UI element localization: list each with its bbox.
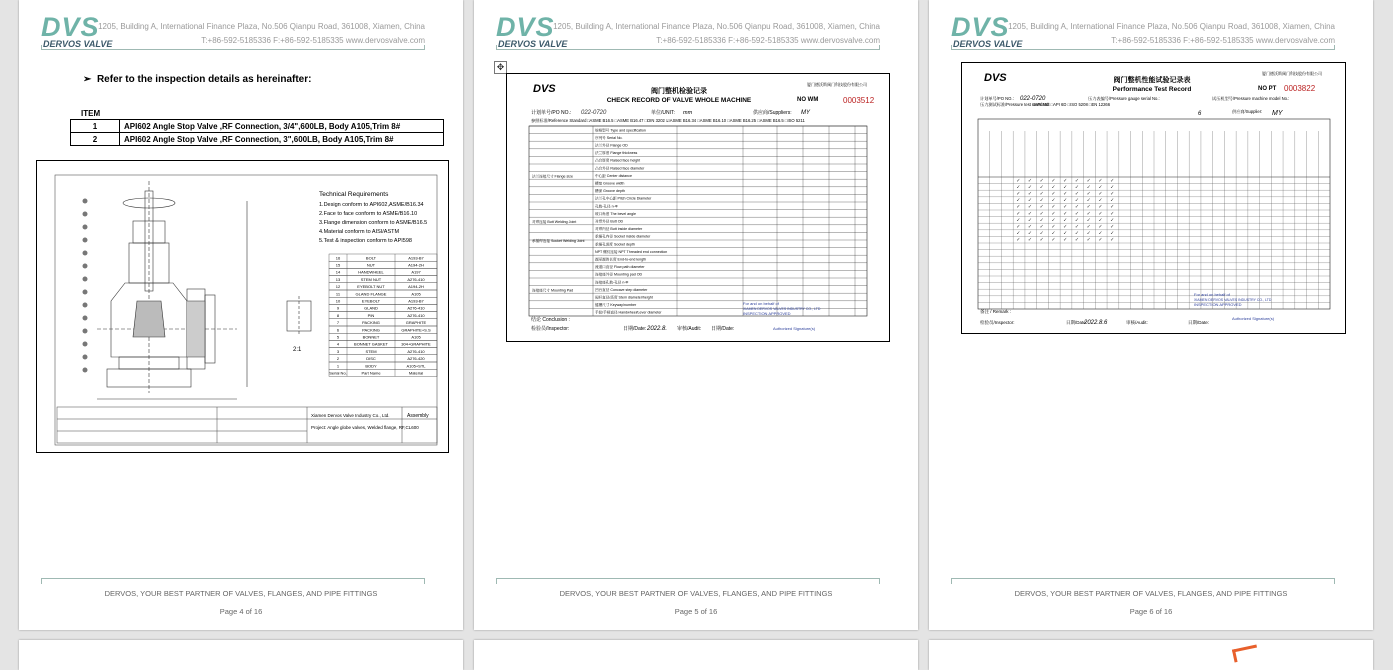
document-page-5 (474, 0, 918, 630)
footer-rule (951, 578, 1335, 579)
record-title-en: CHECK RECORD OF VALVE WHOLE MACHINE (606, 97, 752, 104)
check-mark-icon: ✓ (1086, 217, 1091, 224)
title-company: Xiamen Dervos Valve Industry Co., Ltd. (311, 413, 390, 418)
check-mark-icon: ✓ (1074, 217, 1080, 224)
parts-cell: 15 (335, 262, 341, 268)
tech-line: 3.Flange dimension conform to ASME/B16.5 (319, 220, 428, 226)
performance-test-svg (962, 63, 1345, 333)
check-mark-icon: ✓ (1086, 210, 1091, 217)
item-no: 1 (71, 120, 120, 133)
footer-rule (41, 578, 425, 579)
item-header: ITEM (81, 109, 101, 118)
record-group-label: 连接座尺寸 Mounting Pad (532, 288, 574, 293)
parts-cell: A194-2H (408, 262, 424, 268)
check-mark-icon: ✓ (1063, 230, 1068, 237)
valve-section-view (97, 181, 247, 399)
parts-cell: 6 (336, 327, 340, 333)
record-title-cn: 阀门整机性能试验记录表 (1113, 77, 1191, 84)
check-mark-icon: ✓ (1098, 191, 1103, 197)
po-value: 022-0720 (1020, 96, 1046, 102)
check-mark-icon: ✓ (1039, 237, 1044, 244)
check-mark-icon: ✓ (1016, 177, 1021, 184)
check-mark-icon: ✓ (1051, 177, 1056, 184)
parts-cell: A276-420 (407, 356, 425, 362)
supplier-value: MY (801, 110, 810, 116)
standard-label: 参照标准/Reference Standard (531, 118, 587, 123)
check-mark-icon: ✓ (1051, 224, 1056, 230)
check-mark-icon: ✓ (1098, 204, 1103, 211)
check-mark-icon: ✓ (1086, 177, 1091, 184)
parts-cell: 3 (336, 348, 340, 354)
detail-view (287, 296, 311, 336)
check-mark-icon: ✓ (1051, 230, 1056, 237)
record-row-label: 端至端的长度 End-to-end length (595, 257, 647, 262)
supplier-value: MY (1272, 110, 1283, 117)
parts-cell: 11 (335, 291, 341, 297)
parts-cell: Part Name (361, 370, 381, 376)
parts-cell: PACKING (362, 320, 380, 326)
header-address: 1205, Building A, International Finance Plaza, No.506 Qianpu Road, 361008, Xiamen, China (1008, 22, 1335, 31)
dervos-logo (41, 14, 131, 50)
parts-cell: 12 (335, 284, 341, 290)
check-mark-icon: ✓ (1051, 237, 1056, 244)
record-group-label: 法兰连接尺寸 Flange size (532, 174, 573, 179)
check-mark-icon: ✓ (1074, 237, 1080, 244)
check-mark-icon: ✓ (1051, 217, 1056, 224)
conclusion-label: 结论 Conclusion : (531, 317, 570, 323)
date2-label: 日期/Date: (711, 326, 735, 332)
parts-cell: Serial No. (329, 370, 347, 376)
record-row-label: 流道口直径 Flow path diameter (595, 265, 645, 270)
po-value: 022-0720 (581, 110, 607, 116)
date-value: 2022.8.6 (1084, 320, 1108, 326)
footer-rule (496, 578, 880, 579)
parts-cell: A194-2H (408, 284, 424, 290)
check-mark-icon: ✓ (1027, 217, 1033, 224)
header-rule (951, 49, 1335, 50)
supplier-label: 供应商/Suppliers: (753, 110, 792, 116)
check-mark-icon: ✓ (1074, 191, 1080, 197)
check-mark-icon: ✓ (1039, 197, 1044, 204)
check-mark-icon: ✓ (1110, 191, 1115, 197)
pt-label: 压力测试标准/Pressure test standard: (980, 102, 1050, 107)
record-company: 厦门德沃斯阀门科技股份有限公司 (1262, 71, 1322, 76)
header-contact: T:+86-592-5185336 F:+86-592-5185335 www.dervosvalve.com (201, 36, 425, 45)
logo-subtitle: DERVOS VALVE (498, 39, 568, 49)
check-mark-icon: ✓ (1051, 197, 1056, 204)
parts-cell: A105+STL (406, 363, 426, 369)
document-page-6 (929, 0, 1373, 630)
tech-line: 5.Test & inspection conform to API598 (319, 238, 412, 244)
table-row (71, 120, 444, 133)
parts-cell: BONNET (362, 334, 380, 340)
check-mark-icon: ✓ (1098, 224, 1103, 230)
check-mark-icon: ✓ (1039, 184, 1044, 191)
date2-label: 日期/Date: (1188, 320, 1210, 325)
check-mark-icon: ✓ (1098, 230, 1103, 237)
check-mark-icon: ✓ (1039, 224, 1044, 230)
parts-cell: GLAND (364, 305, 378, 311)
parts-cell: 13 (335, 276, 341, 282)
check-mark-icon: ✓ (1110, 217, 1115, 224)
header-address: 1205, Building A, International Finance Plaza, No.506 Qianpu Road, 361008, Xiamen, China (553, 22, 880, 31)
supplier-label: 供应商/Supplier: (1232, 109, 1263, 114)
stamp-line-3: INSPECTION APPROVED (1194, 302, 1242, 307)
stamp-line-1: For and on behalf of (1194, 292, 1230, 297)
record-no-value: 0003512 (843, 96, 875, 105)
check-mark-icon: ✓ (1051, 204, 1056, 211)
parts-cell: STEM NUT (360, 276, 382, 282)
check-mark-icon: ✓ (1063, 184, 1068, 191)
check-mark-icon: ✓ (1016, 184, 1021, 191)
record-no-label: NO WM (797, 97, 819, 103)
tech-line: 2.Face to face conform to ASME/B16.10 (319, 211, 418, 217)
record-no-label: NO PT (1258, 86, 1277, 92)
check-mark-icon: ✓ (1027, 204, 1033, 211)
check-mark-icon: ✓ (1086, 204, 1091, 211)
check-mark-icon: ✓ (1074, 224, 1080, 230)
parts-cell: A276-410 (407, 348, 425, 354)
parts-cell: GLAND FLANGE (355, 291, 387, 297)
record-row-label: 凸台厚度 Raised face height (595, 158, 641, 163)
parts-cell: 16 (335, 255, 341, 261)
parts-cell: 5 (336, 334, 340, 340)
valve-assembly-drawing (36, 160, 449, 453)
check-mark-icon: ✓ (1016, 237, 1021, 244)
unit-value: mm (683, 110, 693, 116)
header-address: 1205, Building A, International Finance Plaza, No.506 Qianpu Road, 361008, Xiamen, China (98, 22, 425, 31)
drawing-svg (37, 161, 448, 452)
check-mark-icon: ✓ (1063, 210, 1068, 217)
header-rule (41, 49, 425, 50)
po-label: 计划单号/PO NO.: (531, 110, 572, 116)
parts-cell: 7 (336, 320, 340, 326)
check-mark-icon: ✓ (1051, 184, 1056, 191)
stamp-line-2: XIAMEN DERVOS VALVES INDUSTRY CO., LTD (1194, 298, 1272, 302)
parts-list (329, 254, 437, 376)
date-label: 日期/Date: (623, 326, 647, 332)
audit-label: 审核/Audit: (1126, 320, 1148, 325)
parts-cell: A193-B7 (408, 298, 424, 304)
item-table (70, 119, 444, 146)
check-mark-icon: ✓ (1098, 210, 1103, 217)
check-mark-icon: ✓ (1086, 197, 1091, 204)
record-row-label: 手轮/手柄直径 Handwheel/Lever diameter (595, 310, 662, 315)
check-mark-icon: ✓ (1016, 217, 1021, 224)
parts-cell: GRAPHITE+S.S (401, 327, 431, 333)
check-mark-icon: ✓ (1110, 184, 1115, 191)
record-row-label: 凹台直径 Concave step diameter (595, 287, 648, 292)
dervos-logo (496, 14, 586, 50)
record-company: 厦门德沃斯阀门科技股份有限公司 (807, 82, 867, 87)
check-mark-icon: ✓ (1074, 204, 1080, 211)
check-mark-icon: ✓ (1110, 237, 1115, 244)
record-row-label: 连接座孔数-孔径 n-Φ (595, 280, 629, 285)
check-mark-icon: ✓ (1086, 191, 1091, 197)
check-mark-icon: ✓ (1098, 217, 1103, 224)
date-value: 2022.8. (647, 326, 668, 332)
record-grid (529, 126, 889, 316)
record-row-label: 孔数-孔径 n-Φ (595, 204, 618, 209)
header-contact: T:+86-592-5185336 F:+86-592-5185335 www.dervosvalve.com (1111, 36, 1335, 45)
title-assembly: Assembly (407, 413, 429, 419)
record-title-cn: 阀门整机检验记录 (651, 88, 707, 95)
check-mark-icon: ✓ (1039, 217, 1044, 224)
check-mark-icon: ✓ (1016, 210, 1021, 217)
parts-cell: EYEBOLT (361, 298, 381, 304)
document-page-7 (19, 640, 463, 670)
remark-label: 备注 / Remark : (980, 309, 1012, 314)
parts-cell: A105 (411, 291, 421, 297)
inspector-label: 检验员/Inspector: (980, 320, 1015, 325)
check-mark-icon: ✓ (1074, 197, 1080, 204)
check-mark-icon: ✓ (1027, 184, 1033, 191)
check-mark-icon: ✓ (1039, 230, 1044, 237)
record-row-label: 阀杆直径/高度 Stem diameter/height (595, 295, 653, 300)
record-row-label: 槽深 Groove depth (595, 189, 625, 194)
parts-cell: BOLT (365, 255, 377, 261)
record-logo: DVS (533, 83, 556, 95)
parts-cell: A197 (411, 269, 421, 275)
check-mark-icon: ✓ (1110, 177, 1115, 184)
check-mark-icon: ✓ (1016, 191, 1021, 197)
check-mark-icon: ✓ (1074, 230, 1080, 237)
stamp-signature: Authorized Signature(s) (773, 326, 816, 331)
document-page-4 (19, 0, 463, 630)
record-row-label: 中心距 Center distance (595, 173, 632, 178)
pt-standards: □API 598 □API 6D □ISO 5208 □EN 12266 (1032, 102, 1111, 107)
check-mark-icon: ✓ (1063, 217, 1068, 224)
check-record-scan (506, 73, 890, 342)
check-mark-icon: ✓ (1110, 230, 1115, 237)
check-mark-icon: ✓ (1039, 210, 1044, 217)
check-mark-icon: ✓ (1110, 197, 1115, 204)
check-mark-icon: ✓ (1110, 204, 1115, 211)
dervos-logo (951, 14, 1041, 50)
record-row-label: 坡口角度 The bevel angle (595, 211, 636, 216)
po-label: 计划单号/PO NO.: (980, 96, 1014, 101)
parts-cell: BONNET GASKET (354, 341, 388, 347)
check-record-svg (507, 74, 889, 341)
check-mark-icon: ✓ (1016, 230, 1021, 237)
check-mark-icon: ✓ (1016, 204, 1021, 211)
rows-count: 6 (1198, 111, 1202, 117)
record-row-label: 承插孔深度 Socket depth (595, 242, 635, 247)
table-row (71, 133, 444, 146)
parts-cell: NUT (366, 262, 376, 268)
item-desc: API602 Angle Stop Valve ,RF Connection, 3",600LB, Body A105,Trim 8# (120, 133, 444, 146)
record-row-label: 规格型号 Type and specification (595, 128, 646, 133)
item-desc: API602 Angle Stop Valve ,RF Connection, 3/4",600LB, Body A105,Trim 8# (120, 120, 444, 133)
record-row-label: 槽宽 Groove width (595, 181, 625, 186)
parts-cell: PACKING (362, 327, 380, 333)
check-mark-icon: ✓ (1051, 191, 1056, 197)
check-mark-icon: ✓ (1063, 204, 1068, 211)
check-mark-icon: ✓ (1063, 224, 1068, 230)
footer-slogan: DERVOS, YOUR BEST PARTNER OF VALVES, FLANGES, AND PIPE FITTINGS (559, 589, 833, 598)
check-mark-icon: ✓ (1074, 210, 1080, 217)
tech-line: 4.Material conform to AISI/ASTM (319, 229, 400, 235)
check-mark-icon: ✓ (1027, 210, 1033, 217)
stamp-line-2: XIAMEN DERVOS VALVES INDUSTRY CO., LTD (743, 307, 821, 311)
record-row-label: 法兰外径 Flange OD (595, 143, 628, 148)
inspection-heading-text: Refer to the inspection details as hereinafter: (96, 74, 312, 85)
gauge-label: 压力表编号/Pressure gauge serial No.: (1088, 96, 1160, 101)
document-page-8 (474, 640, 918, 670)
record-row-label: 连接座外径 Mounting pad OD (595, 272, 643, 277)
check-mark-icon: ✓ (1016, 197, 1021, 204)
page-number: Page 6 of 16 (1129, 607, 1173, 616)
parts-row (329, 333, 437, 340)
audit-label: 审核/Audit: (677, 326, 702, 332)
parts-cell: HANDWHEEL (358, 269, 384, 275)
check-mark-icon: ✓ (1086, 224, 1091, 230)
check-mark-icon: ✓ (1063, 177, 1068, 184)
check-mark-icon: ✓ (1039, 204, 1044, 211)
parts-cell: STEM (365, 348, 377, 354)
check-mark-icon: ✓ (1110, 210, 1115, 217)
check-mark-icon: ✓ (1098, 184, 1103, 191)
check-mark-icon: ✓ (1110, 224, 1115, 230)
footer-slogan: DERVOS, YOUR BEST PARTNER OF VALVES, FLANGES, AND PIPE FITTINGS (104, 589, 378, 598)
inspector-label: 检验员/Inspector: (531, 326, 570, 332)
logo-subtitle: DERVOS VALVE (953, 39, 1023, 49)
parts-cell: DISC (366, 356, 376, 362)
record-row-label: 序列号 Serial No. (595, 135, 623, 140)
detail-scale: 2:1 (293, 347, 302, 353)
footer-slogan: DERVOS, YOUR BEST PARTNER OF VALVES, FLANGES, AND PIPE FITTINGS (1014, 589, 1288, 598)
unit-label: 单位/UNIT: (651, 110, 675, 116)
record-row-label: 对焊内径 Butt inside diameter (595, 227, 643, 232)
tech-title: Technical Requirements (319, 191, 389, 198)
check-mark-icon: ✓ (1063, 197, 1068, 204)
parts-cell: 10 (335, 298, 341, 304)
test-grid (978, 119, 1330, 309)
stamp-line-1: For and on behalf of (743, 301, 779, 306)
parts-cell: A193-B7 (408, 255, 424, 261)
record-row-label: 承插孔内径 Socket inside diameter (595, 234, 651, 239)
parts-cell: 2 (336, 356, 340, 362)
check-mark-icon: ✓ (1027, 230, 1033, 237)
parts-cell: A276-410 (407, 276, 425, 282)
check-mark-icon: ✓ (1027, 177, 1033, 184)
record-row-label: 键槽尺寸 Keyway/number (595, 303, 637, 308)
check-mark-icon: ✓ (1039, 177, 1044, 184)
inspection-heading (83, 74, 311, 85)
record-row-label: 凸台外径 Raised face diameter (595, 166, 645, 171)
logo-mark: DVS (951, 12, 1010, 42)
record-title-en: Performance Test Record (1112, 86, 1192, 93)
logo-mark: DVS (496, 12, 555, 42)
check-mark-icon: ✓ (1016, 224, 1021, 230)
table-move-handle-icon[interactable]: ✥ (494, 61, 507, 74)
parts-cell: 14 (335, 269, 341, 275)
header-contact: T:+86-592-5185336 F:+86-592-5185335 www.dervosvalve.com (656, 36, 880, 45)
performance-test-scan (961, 62, 1346, 334)
date-label: 日期/Date: (1066, 320, 1088, 325)
stamp-line-3: INSPECTION APPROVED (743, 311, 791, 316)
tech-line: 1.Design conform to API602,ASME/B16.34 (319, 202, 424, 208)
check-mark-icon: ✓ (1063, 237, 1068, 244)
check-mark-icon: ✓ (1051, 210, 1056, 217)
logo-mark: DVS (41, 12, 100, 42)
parts-cell: 9 (336, 305, 340, 311)
check-mark-icon: ✓ (1063, 191, 1068, 197)
check-mark-icon: ✓ (1027, 191, 1033, 197)
machine-label: 试压机型号/Pressure machine model No.: (1212, 96, 1290, 101)
parts-cell: 8 (336, 312, 340, 318)
parts-cell: 304+GRAPHITE (401, 341, 431, 347)
record-no-value: 0003822 (1284, 84, 1316, 93)
item-no: 2 (71, 133, 120, 146)
check-mark-icon: ✓ (1086, 237, 1091, 244)
parts-cell: BODY (365, 363, 377, 369)
title-project: Project: Angle globe valves, Welded flange, RF,CL600 (311, 425, 419, 430)
page-number: Page 5 of 16 (674, 607, 718, 616)
part-balloons (83, 199, 88, 373)
check-mark-icon: ✓ (1039, 191, 1044, 197)
parts-cell: 1 (336, 363, 340, 369)
record-row-label: 法兰厚度 Flange thickness (595, 151, 638, 156)
stamp-signature: Authorized Signature(s) (1232, 316, 1275, 321)
parts-cell: PIN (367, 312, 375, 318)
check-mark-icon: ✓ (1086, 230, 1091, 237)
parts-cell: EYEBOLT NUT (357, 284, 385, 290)
record-row-label: NPT 螺纹连接 NPT Threaded end connection (595, 249, 668, 254)
parts-cell: A105 (411, 334, 421, 340)
check-mark-icon: ✓ (1027, 224, 1033, 230)
record-group-label: 对焊连接 Butt Welding Joint (532, 220, 577, 224)
standards-list: □ASME B16.5 □ASME B16.47 □DIN 3202 ☑ASME B16.34 □ASME B16.10 □ASME B16.25 □ASME B16.5 □ISO 5211 (587, 118, 805, 123)
parts-cell: A276-410 (407, 305, 425, 311)
check-mark-icon: ✓ (1098, 237, 1103, 244)
page-number: Page 4 of 16 (219, 607, 263, 616)
check-mark-icon: ✓ (1074, 184, 1080, 191)
parts-cell: Material (408, 370, 424, 376)
parts-cell: A276-410 (407, 312, 425, 318)
bullet-arrow-icon: ➢ (83, 74, 92, 85)
parts-cell: GRAPHITE (405, 320, 427, 326)
record-row-label: 法兰孔中心距 Pitch Circle Diameter (595, 196, 652, 201)
header-rule (496, 49, 880, 50)
document-page-9 (929, 640, 1373, 670)
check-mark-icon: ✓ (1027, 237, 1033, 244)
record-row-label: 对焊外径 Butt OD (595, 219, 624, 224)
check-mark-icon: ✓ (1098, 177, 1103, 184)
record-group-label: 承插焊连接 Socket Welding Joint (532, 239, 585, 243)
record-logo: DVS (984, 72, 1007, 84)
parts-cell: 4 (336, 341, 340, 347)
check-mark-icon: ✓ (1074, 177, 1080, 184)
check-mark-icon: ✓ (1027, 197, 1033, 204)
logo-subtitle: DERVOS VALVE (43, 39, 113, 49)
check-mark-icon: ✓ (1098, 197, 1103, 204)
check-mark-icon: ✓ (1086, 184, 1091, 191)
